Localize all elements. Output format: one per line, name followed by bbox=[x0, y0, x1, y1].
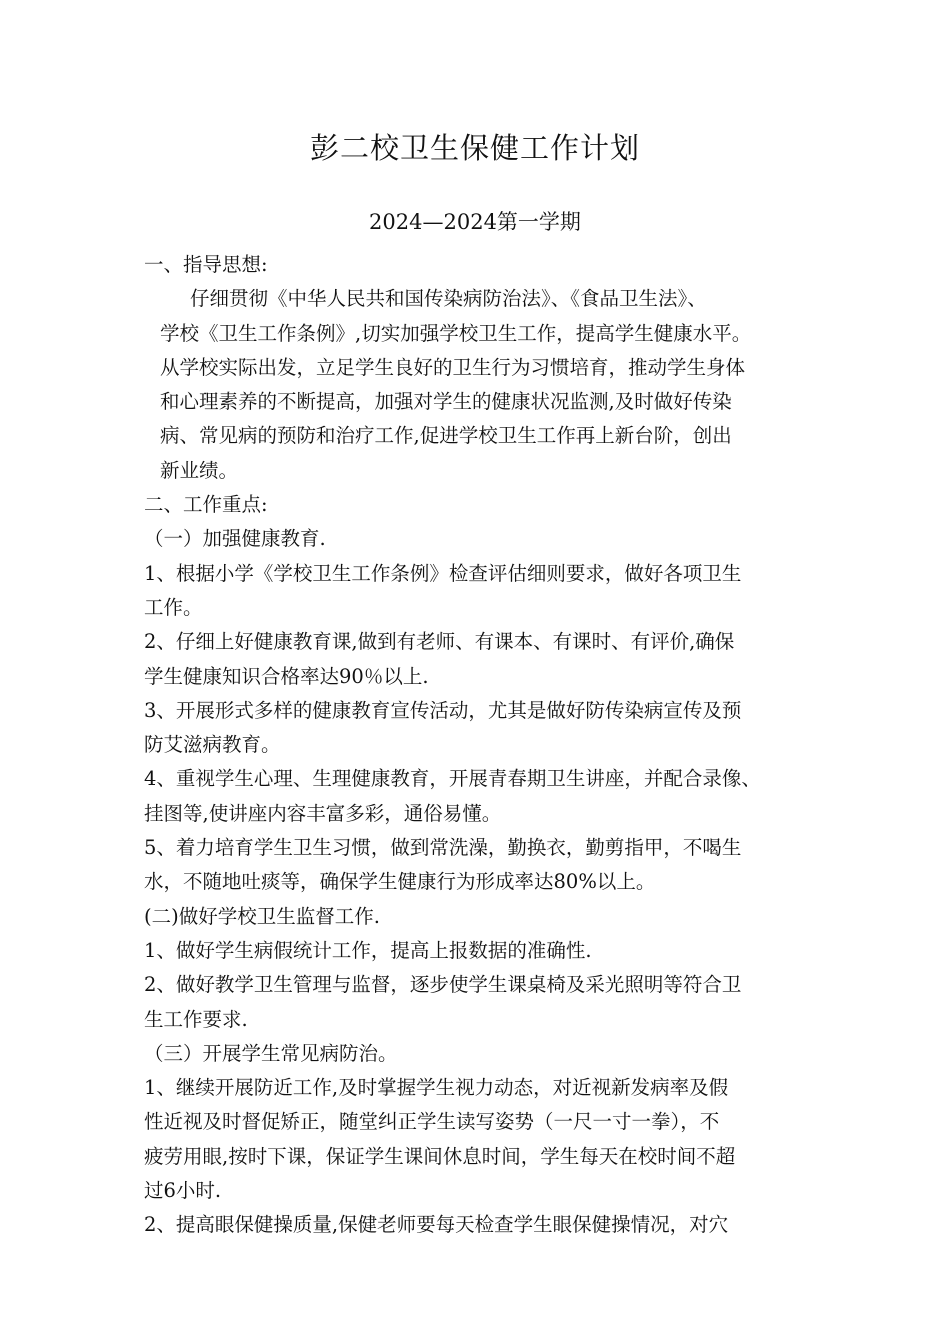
list-item: 水，不随地吐痰等，确保学生健康行为形成率达80%以上。 bbox=[144, 870, 656, 894]
document-body bbox=[144, 248, 834, 1243]
list-item: 挂图等,使讲座内容丰富多彩，通俗易懂。 bbox=[144, 801, 502, 825]
list-item: 生工作要求. bbox=[144, 1007, 248, 1031]
subsection-heading: （一）加强健康教育. bbox=[144, 527, 326, 551]
section-heading: 二、工作重点: bbox=[144, 493, 268, 517]
paragraph-line: 从学校实际出发，立足学生良好的卫生行为习惯培育，推动学生身体 bbox=[160, 355, 746, 379]
list-item: 1、继续开展防近工作,及时掌握学生视力动态，对近视新发病率及假 bbox=[144, 1076, 729, 1100]
paragraph-line: 学校《卫生工作条例》,切实加强学校卫生工作，提高学生健康水平。 bbox=[160, 321, 752, 345]
list-item: 1、做好学生病假统计工作，提高上报数据的准确性. bbox=[144, 938, 592, 962]
document-title: 彭二校卫生保健工作计划 bbox=[309, 131, 640, 165]
list-item: 2、提高眼保健操质量,保健老师要每天检查学生眼保健操情况，对穴 bbox=[144, 1213, 729, 1237]
paragraph-line: 病、常见病的预防和治疗工作,促进学校卫生工作再上新台阶，创出 bbox=[160, 424, 732, 448]
list-item: 2、仔细上好健康教育课,做到有老师、有课本、有课时、有评价,确保 bbox=[144, 630, 735, 654]
list-item: 5、着力培育学生卫生习惯，做到常洗澡，勤换衣，勤剪指甲，不喝生 bbox=[144, 836, 742, 860]
list-item: 1、根据小学《学校卫生工作条例》检查评估细则要求，做好各项卫生 bbox=[144, 561, 742, 585]
paragraph-line: 和心理素养的不断提高，加强对学生的健康状况监测,及时做好传染 bbox=[160, 390, 732, 414]
list-item: 过6小时. bbox=[144, 1179, 222, 1203]
list-item: 防艾滋病教育。 bbox=[144, 733, 281, 757]
section-heading: 一、指导思想: bbox=[144, 253, 268, 276]
list-item: 3、开展形式多样的健康教育宣传活动，尤其是做好防传染病宣传及预 bbox=[144, 698, 742, 722]
paragraph-line: 仔细贯彻《中华人民共和国传染病防治法》、《食品卫生法》、 bbox=[190, 287, 707, 311]
paragraph-line: 新业绩。 bbox=[160, 458, 239, 482]
list-item: 疲劳用眼,按时下课，保证学生课间休息时间，学生每天在校时间不超 bbox=[144, 1144, 736, 1168]
list-item: 工作。 bbox=[144, 595, 203, 619]
subsection-heading: (二)做好学校卫生监督工作. bbox=[144, 904, 380, 928]
subsection-heading: （三）开展学生常见病防治。 bbox=[144, 1041, 398, 1065]
list-item: 4、重视学生心理、生理健康教育，开展青春期卫生讲座，并配合录像、 bbox=[144, 767, 761, 791]
document-subtitle: 2024—2024第一学期 bbox=[369, 210, 581, 234]
list-item: 学生健康知识合格率达90％以上. bbox=[144, 664, 429, 688]
list-item: 性近视及时督促矫正，随堂纠正学生读写姿势（一尺一寸一拳），不 bbox=[144, 1110, 720, 1134]
list-item: 2、做好教学卫生管理与监督，逐步使学生课桌椅及采光照明等符合卫 bbox=[144, 973, 742, 997]
